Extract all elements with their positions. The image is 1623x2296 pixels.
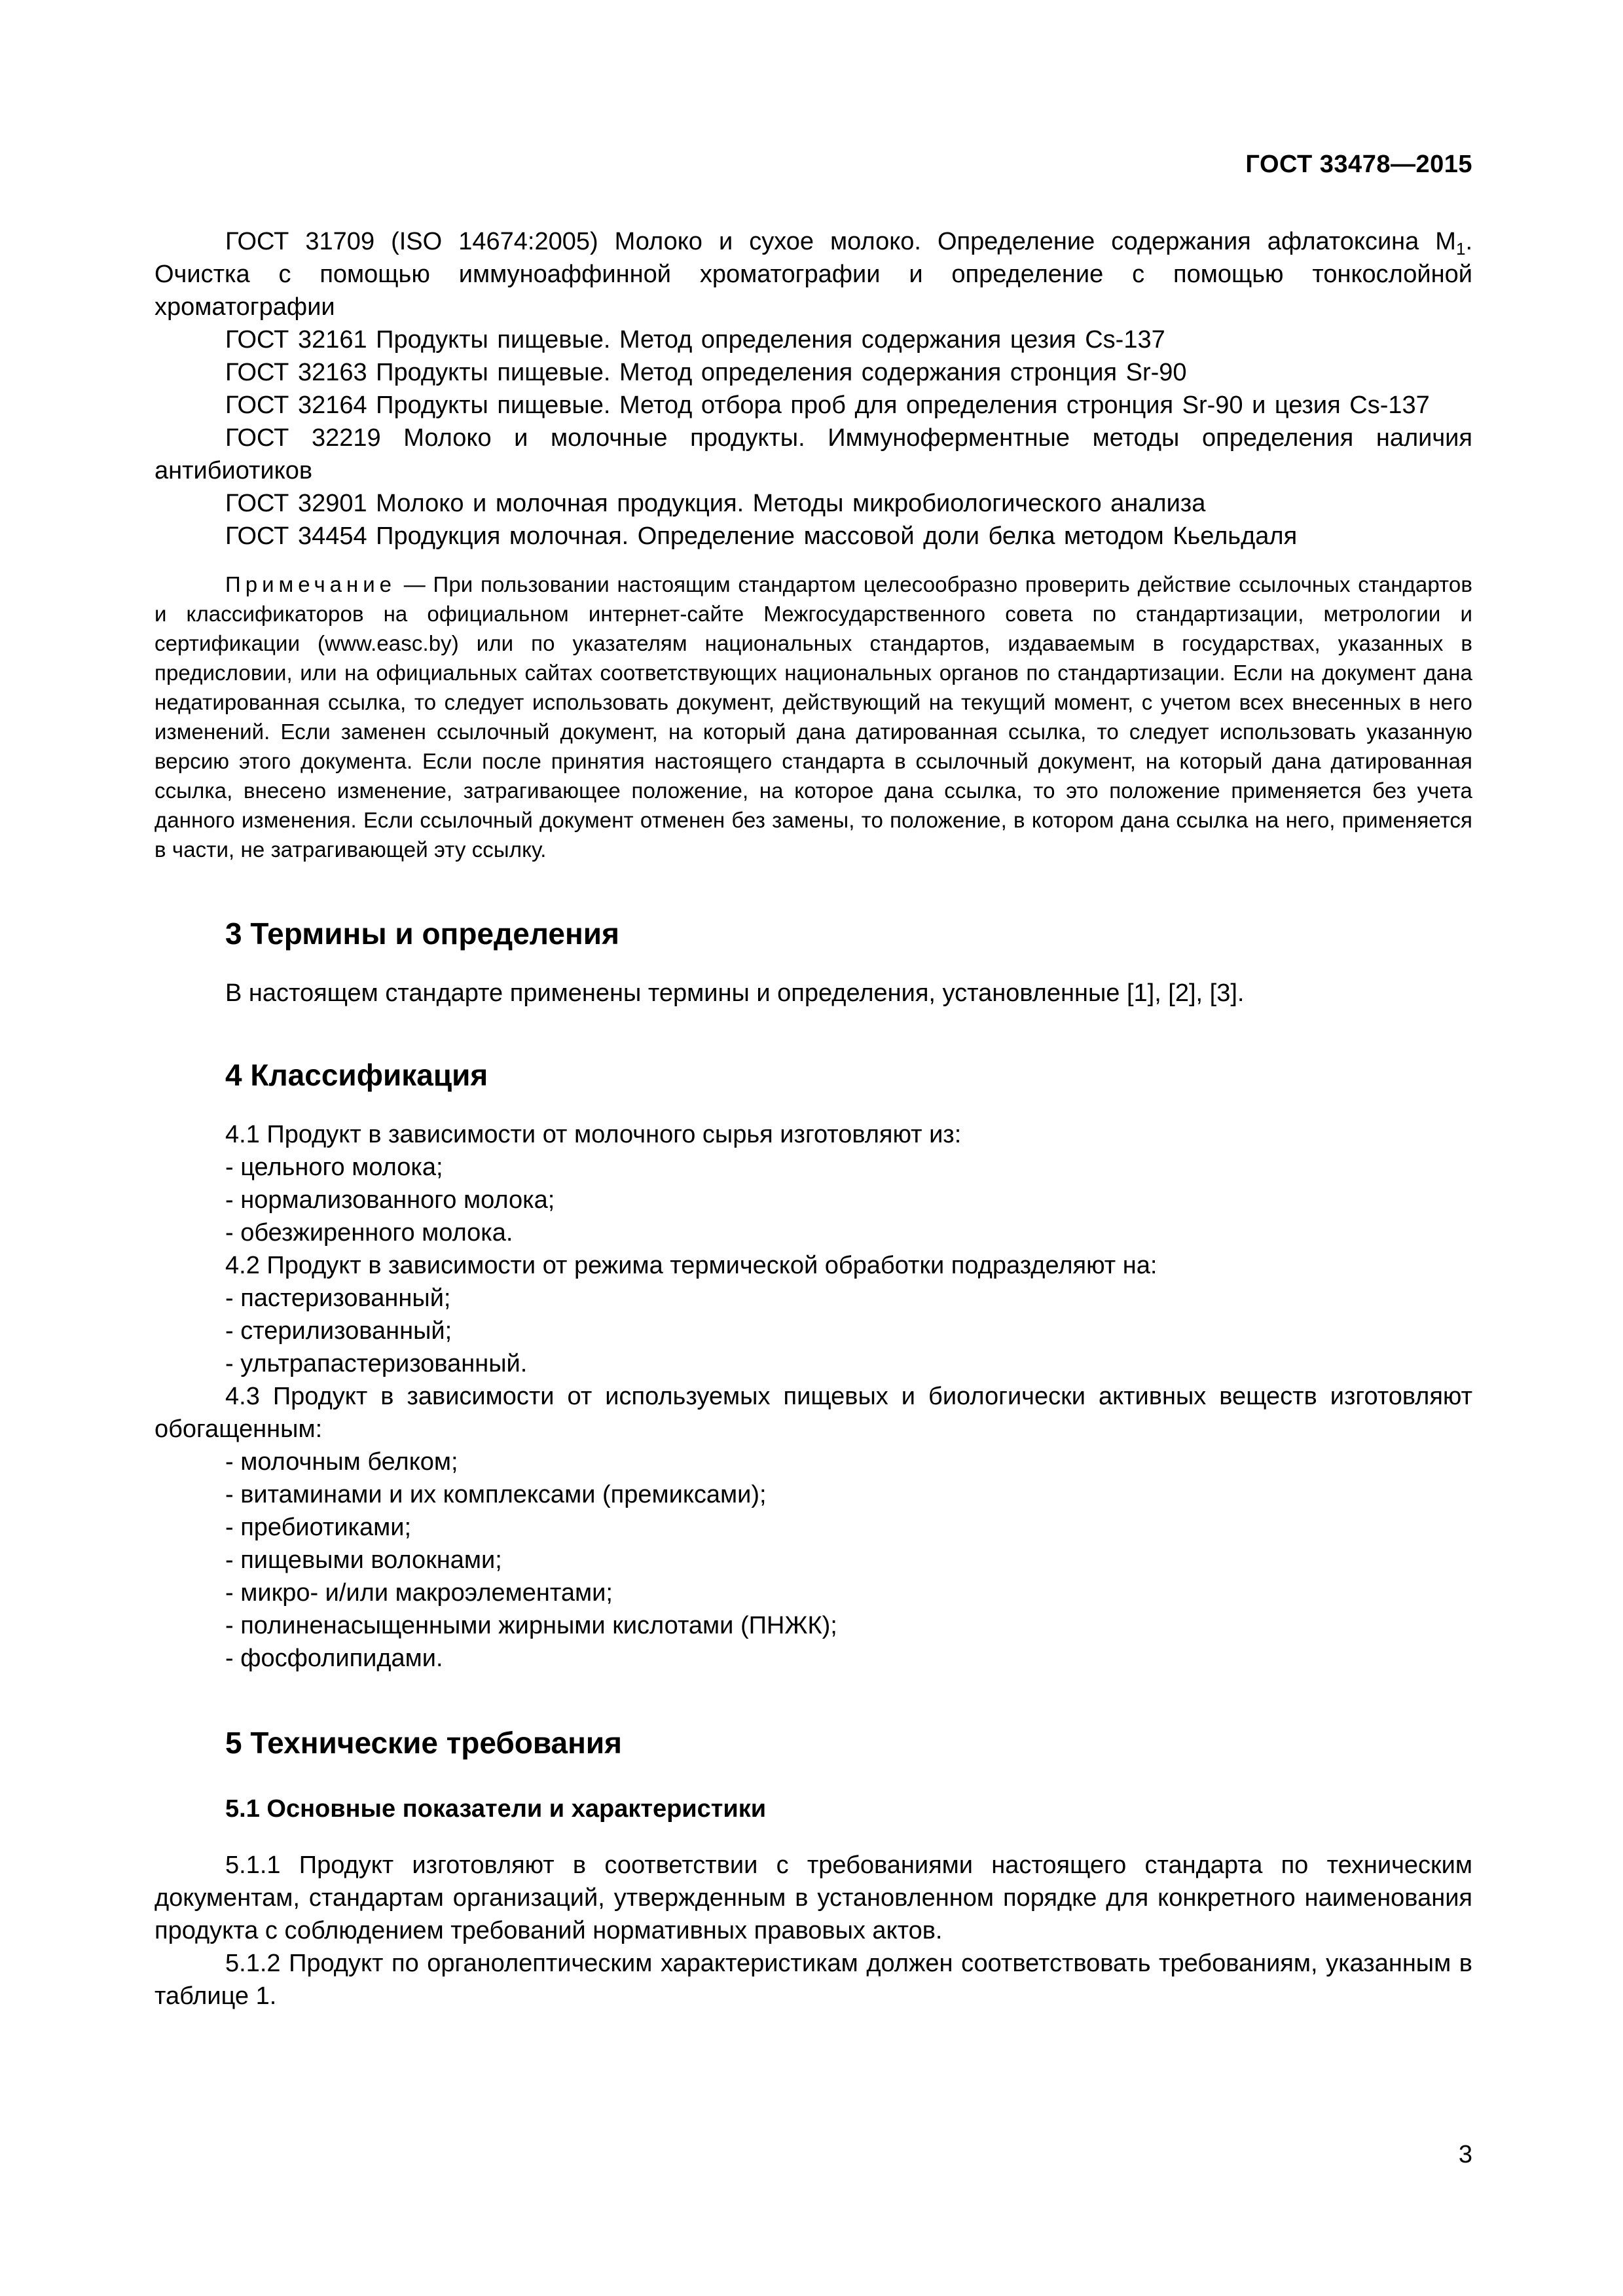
section-3-title: 3 Термины и определения xyxy=(225,917,619,951)
page-number: 3 xyxy=(1458,2141,1472,2168)
list-item: - молочным белком; xyxy=(225,1448,458,1476)
list-item: - пастеризованный; xyxy=(225,1285,451,1312)
normative-references-list xyxy=(155,225,1472,553)
document-body xyxy=(155,225,1472,2013)
list-item: - витаминами и их комплексами (премиксами); xyxy=(225,1481,767,1508)
note-label: Примечание xyxy=(225,572,397,596)
subsection-5-1-title: 5.1 Основные показатели и характеристики xyxy=(225,1795,767,1823)
clause-5-1-1: 5.1.1 Продукт изготовляют в соответствии с требованиями настоящего стандарта по техническим документам, стандартам организаций, утвержденным в установленном порядке для конкретного наименования продукта с соблюдением требований нормативных правовых актов. xyxy=(155,1851,1472,1944)
heat-treatment-list xyxy=(155,1282,1472,1380)
list-item: - цельного молока; xyxy=(225,1154,443,1181)
section-3-text: В настоящем стандарте применены термины и определения, установленные [1], [2], [3]. xyxy=(225,979,1245,1007)
document-header-code: ГОСТ 33478—2015 xyxy=(1245,151,1472,178)
reference-item-gost-31709: ГОСТ 31709 (ISO 14674:2005) Молоко и сухое молоко. Определение содержания афлатоксина $М_1$. Очистка с помощью иммуноаффинной хроматографии и определение с помощью тонкослойной хроматографии xyxy=(155,228,1472,321)
reference-item: ГОСТ 32163 Продукты пищевые. Метод определения содержания стронция Sr-90 xyxy=(225,359,1187,386)
clause-4-3: 4.3 Продукт в зависимости от используемых пищевых и биологически активных веществ изготовляют обогащенным: xyxy=(155,1383,1472,1443)
reference-item: ГОСТ 32164 Продукты пищевые. Метод отбора проб для определения стронция Sr-90 и цезия Cs-137 xyxy=(225,392,1430,419)
reference-item: ГОСТ 34454 Продукция молочная. Определение массовой доли белка методом Кьельдаля xyxy=(225,522,1298,550)
list-item: - фосфолипидами. xyxy=(225,1645,443,1672)
list-item: - нормализованного молока; xyxy=(225,1186,555,1214)
list-item: - ультрапастеризованный. xyxy=(225,1350,528,1377)
list-item: - стерилизованный; xyxy=(225,1317,452,1345)
list-item: - полиненасыщенными жирными кислотами (ПНЖК); xyxy=(225,1612,837,1639)
note-text: — При пользовании настоящим стандартом целесообразно проверить действие ссылочных стандартов и классификаторов на официальном интернет-сайте Межгосударственного совета по стандартизации, метрологии и сертификации (www.easc.by) или по указателям национальных стандартов, издаваемым в государствах, указанных в предисловии, или на официальных сайтах соответствующих национальных органов по стандартизации. Если на документ дана недатированная ссылка, то следует использовать документ, действующий на текущий момент, с учетом всех внесенных в него изменений. Если заменен ссылочный документ, на который дана датированная ссылка, то следует использовать указанную версию этого документа. Если после принятия настоящего стандарта в ссылочный документ, на который дана датированная ссылка, внесено изменение, затрагивающее положение, на которое дана ссылка, то это положение применяется без учета данного изменения. Если ссылочный документ отменен без замены, то положение, в котором дана ссылка на него, применяется в части, не затрагивающей эту ссылку. xyxy=(155,572,1472,862)
list-item: - микро- и/или макроэлементами; xyxy=(225,1579,613,1607)
reference-item: ГОСТ 32161 Продукты пищевые. Метод определения содержания цезия Cs-137 xyxy=(225,326,1165,354)
references-note xyxy=(155,570,1472,864)
raw-material-list xyxy=(155,1151,1472,1249)
section-4-title: 4 Классификация xyxy=(225,1058,488,1092)
list-item: - пребиотиками; xyxy=(225,1514,412,1541)
reference-item: ГОСТ 32219 Молоко и молочные продукты. Иммуноферментные методы определения наличия антибиотиков xyxy=(155,424,1472,484)
section-5-title: 5 Технические требования xyxy=(225,1726,622,1760)
list-item: - пищевыми волокнами; xyxy=(225,1546,502,1574)
list-item: - обезжиренного молока. xyxy=(225,1219,513,1247)
reference-item: ГОСТ 32901 Молоко и молочная продукция. Методы микробиологического анализа xyxy=(225,490,1206,517)
clause-5-1-2: 5.1.2 Продукт по органолептическим характеристикам должен соответствовать требованиям, указанным в таблице 1. xyxy=(155,1950,1472,2010)
clause-4-1: 4.1 Продукт в зависимости от молочного сырья изготовляют из: xyxy=(225,1121,962,1148)
fortification-list xyxy=(155,1446,1472,1675)
clause-4-2: 4.2 Продукт в зависимости от режима термической обработки подразделяют на: xyxy=(225,1252,1158,1279)
